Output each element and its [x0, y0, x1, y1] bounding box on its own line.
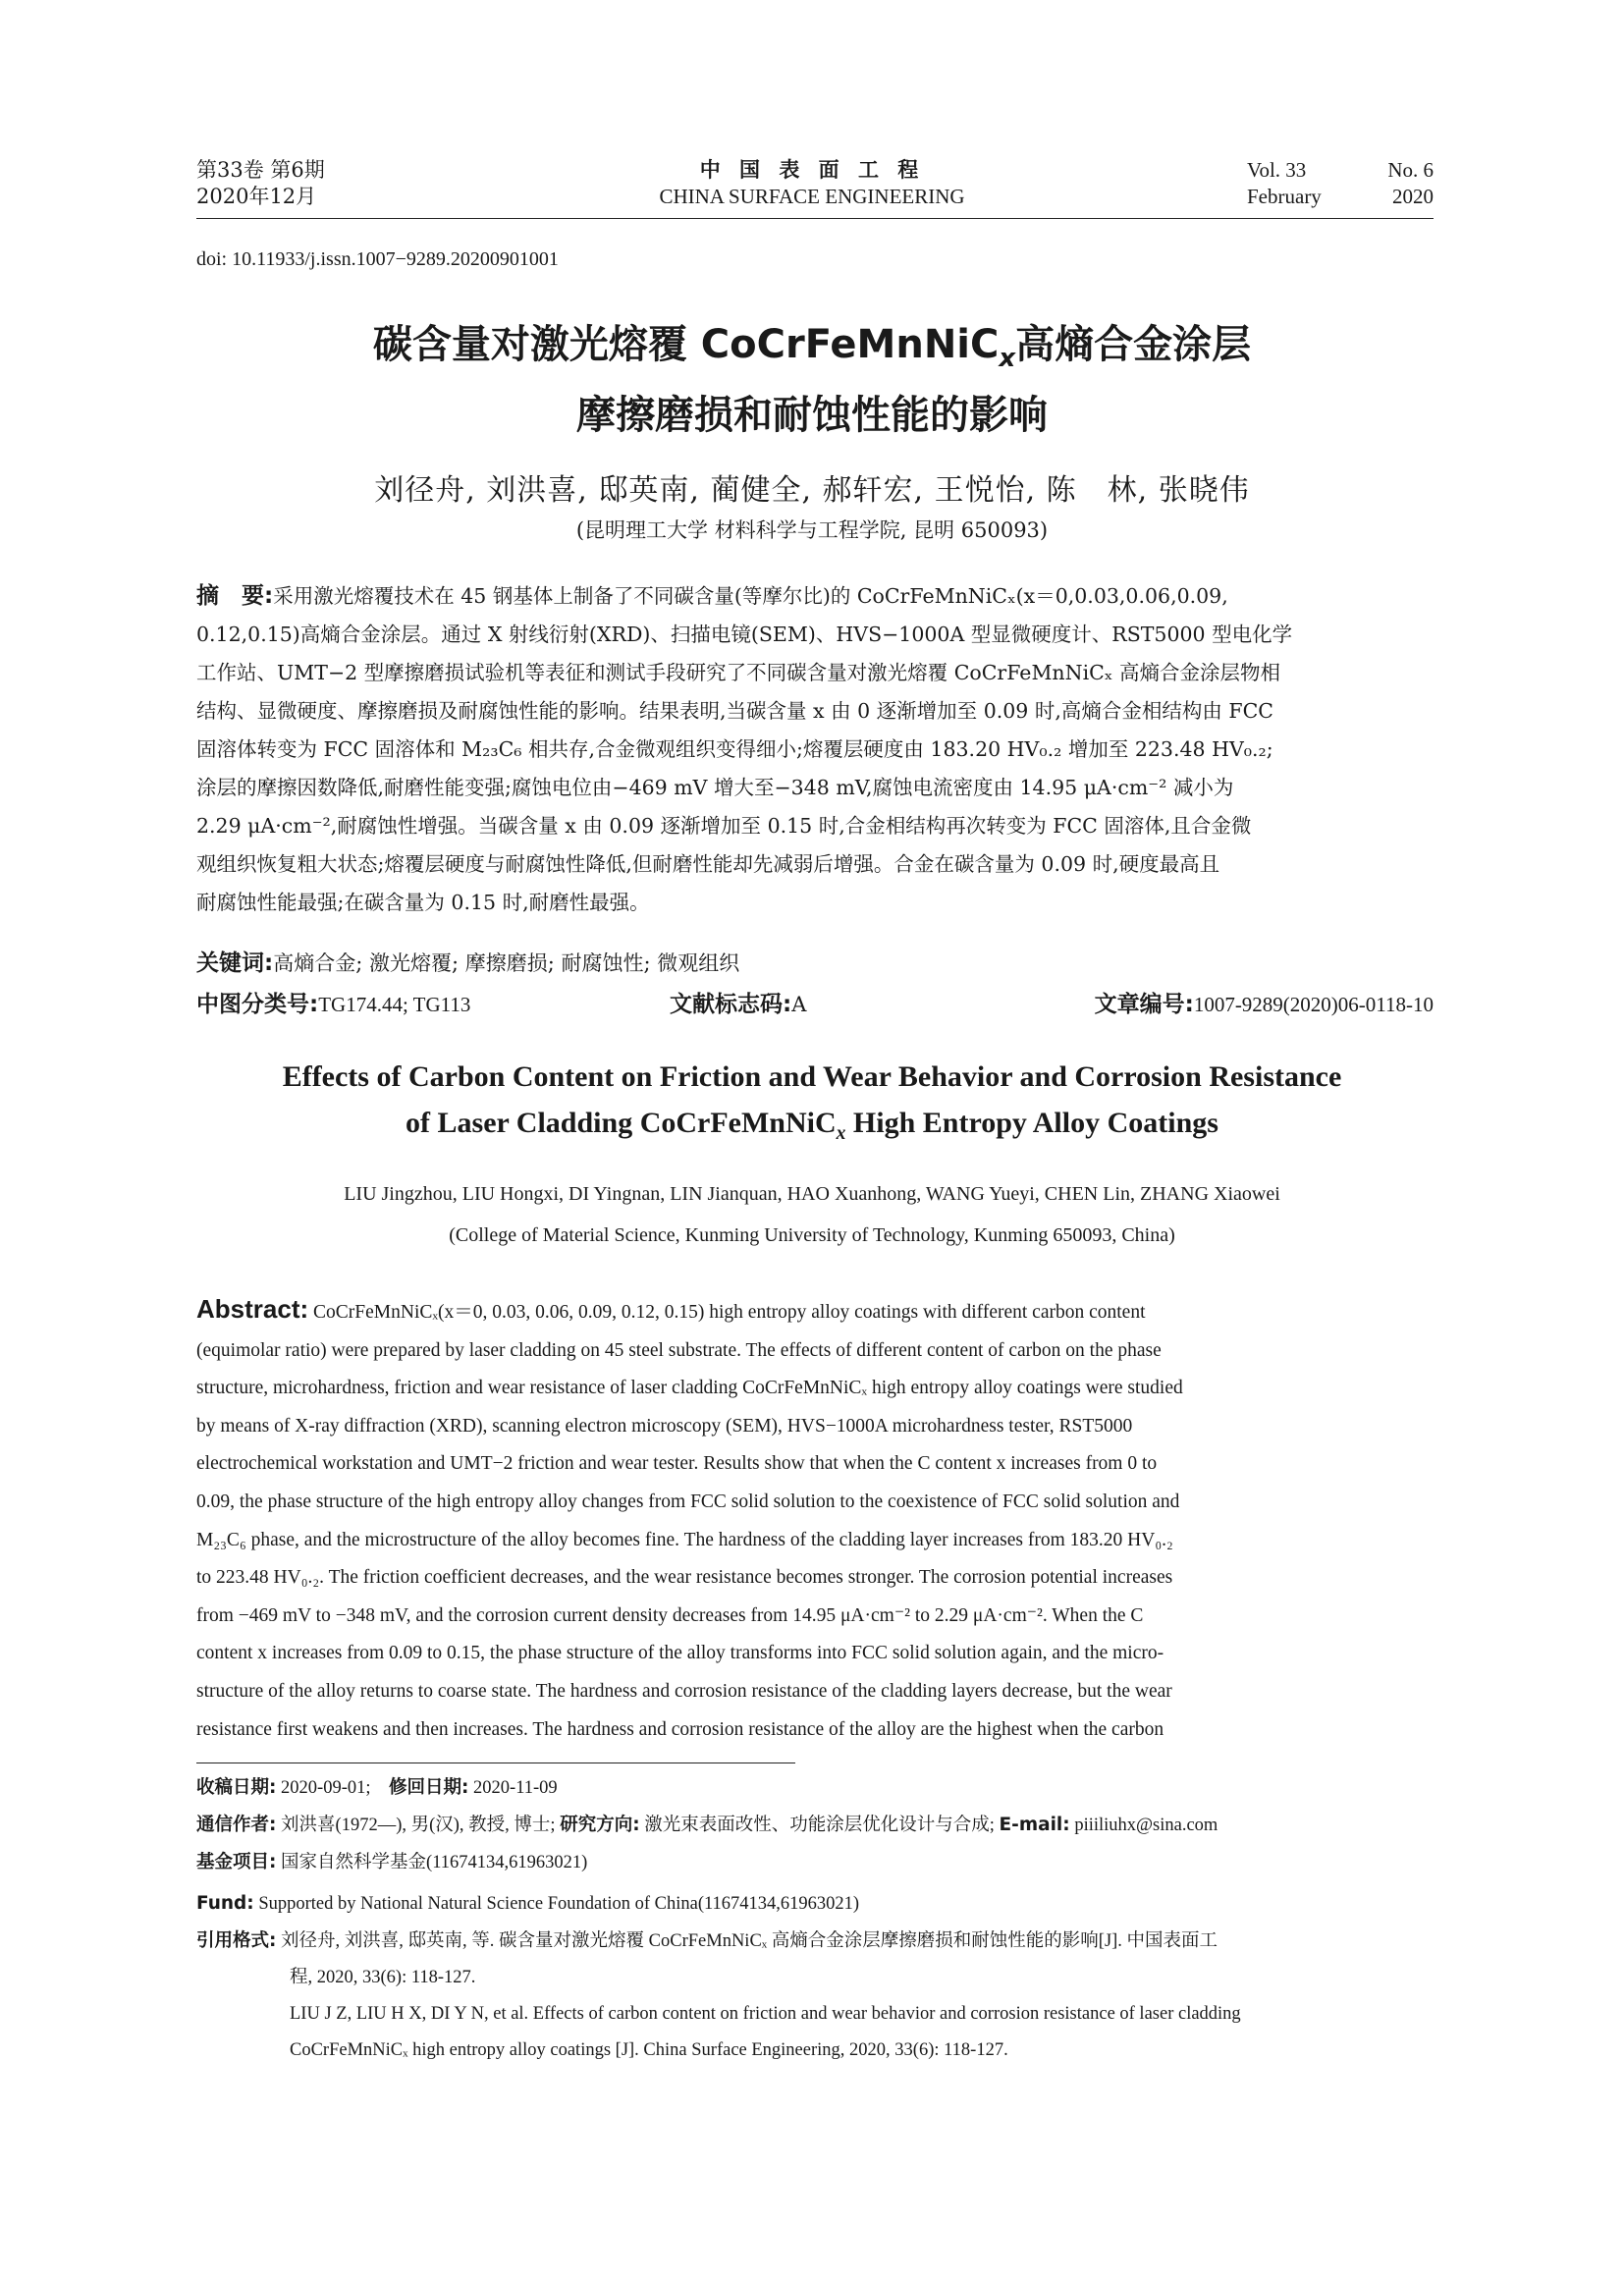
abstract-cn-line: 0.12,0.15)高熵合金涂层。通过 X 射线衍射(XRD)、扫描电镜(SEM)、HVS−1000A 型显微硬度计、RST5000 型电化学 [196, 623, 1293, 646]
doc-code-label: 文献标志码: [670, 992, 792, 1017]
affiliation-cn: (昆明理工大学 材料科学与工程学院, 昆明 650093) [575, 518, 1049, 542]
doi: doi: 10.11933/j.issn.1007−9289.20200901001 [196, 248, 559, 270]
abstract-cn-line: 工作站、UMT−2 型摩擦磨损试验机等表征和测试手段研究了不同碳含量对激光熔覆 CoCrFeMnNiCₓ 高熵合金涂层物相 [196, 661, 1281, 684]
abstract-cn-line [196, 577, 1434, 616]
vol-number: Vol. 33 [1247, 158, 1307, 182]
title-en-line1: Effects of Carbon Content on Friction and Wear Behavior and Corrosion Resistance [282, 1060, 1342, 1093]
abstract-en-line: (equimolar ratio) were prepared by laser cladding on 45 steel substrate. The effects of different content of carbon on the phase [196, 1339, 1162, 1361]
citation-en-line1: LIU J Z, LIU H X, DI Y N, et al. Effects of carbon content on friction and wear behavior and corrosion resistance of laser cladding [290, 2004, 1241, 2024]
authors-cn: 刘径舟, 刘洪喜, 邸英南, 蔺健全, 郝轩宏, 王悦怡, 陈 林, 张晓伟 [374, 473, 1250, 508]
clc [196, 993, 470, 1016]
abstract-en-line: structure, microhardness, friction and wear resistance of laser cladding CoCrFeMnNiCₓ high entropy alloy coatings were studied [196, 1378, 1183, 1399]
keywords-cn [196, 945, 739, 977]
received-date: 2020-09-01; [281, 1778, 371, 1798]
abstract-cn-line: 2.29 μA·cm⁻²,耐腐蚀性增强。当碳含量 x 由 0.09 逐渐增加至 0.15 时,合金相结构再次转变为 FCC 固溶体,且合金微 [196, 814, 1252, 838]
pub-month: February [1247, 185, 1322, 208]
email-label: E-mail: [999, 1815, 1070, 1835]
abstract-cn-line: 观组织恢复粗大状态;熔覆层硬度与耐腐蚀性降低,但耐磨性能却先减弱后增强。合金在碳含量为 0.09 时,硬度最高且 [196, 852, 1220, 876]
abstract-en [196, 1290, 1434, 1749]
clc-value: TG174.44; TG113 [318, 993, 471, 1016]
article-number [1095, 986, 1434, 1018]
keywords-label: 关键词: [196, 950, 274, 976]
title-en-line2 [0, 1100, 1624, 1157]
title-cn-suffix: 高熵合金涂层 [1015, 322, 1252, 367]
abstract-en-line: structure of the alloy returns to coarse state. The hardness and corrosion resistance of the cladding layers decrease, but the wear [196, 1680, 1172, 1702]
title-en-sub: x [836, 1123, 846, 1144]
abstract-en-text: CoCrFeMnNiCₓ(x＝0, 0.03, 0.06, 0.09, 0.12, 0.15) high entropy alloy coatings with different carbon content [313, 1302, 1146, 1323]
abstract-cn-text: 采用激光熔覆技术在 45 钢基体上制备了不同碳含量(等摩尔比)的 CoCrFeMnNiCₓ(x＝0,0.03,0.06,0.09, [273, 584, 1228, 608]
corr-value: 刘洪喜(1972—), 男(汉), 教授, 博士; [281, 1816, 556, 1835]
pub-year: 2020 [1392, 185, 1434, 208]
abstract-cn-line: 结构、显微硬度、摩擦磨损及耐腐蚀性能的影响。结果表明,当碳含量 x 由 0 逐渐增加至 0.09 时,高熵合金相结构由 FCC [196, 699, 1273, 723]
doc-code-value: A [791, 993, 807, 1016]
affiliation-en: (College of Material Science, Kunming University of Technology, Kunming 650093, China) [449, 1224, 1175, 1246]
month-year-row [1247, 184, 1434, 210]
journal-volume [1247, 157, 1434, 210]
keywords-text: 高熵合金; 激光熔覆; 摩擦磨损; 耐腐蚀性; 微观组织 [273, 951, 740, 975]
vol-no-row [1247, 157, 1434, 184]
corr-label: 通信作者: [196, 1815, 277, 1835]
abstract-en-line [196, 1290, 1434, 1332]
footnotes [196, 1769, 1434, 2069]
abstract-en-line: content x increases from 0.09 to 0.15, the phase structure of the alloy transforms into FCC solid solution again, and the micro- [196, 1643, 1164, 1664]
abstract-en-line: to 223.48 HV₀.₂. The friction coefficient decreases, and the wear resistance becomes stronger. The corrosion potential increases [196, 1567, 1173, 1589]
fund-cn-label: 基金项目: [196, 1852, 277, 1872]
title-cn-prefix: 碳含量对激光熔覆 CoCrFeMnNiC [372, 322, 1000, 367]
correspondence-line [196, 1807, 1434, 1844]
citation-cn-line1 [196, 1923, 1434, 1960]
cite-label: 引用格式: [196, 1930, 277, 1951]
title-en [0, 1054, 1624, 1157]
header-rule [196, 218, 1434, 219]
abstract-cn-label: 摘 要: [196, 583, 274, 609]
title-cn-line2: 摩擦磨损和耐蚀性能的影响 [576, 393, 1048, 438]
issue-number: No. 6 [1387, 158, 1434, 182]
journal-name [616, 157, 1008, 210]
research-label: 研究方向: [560, 1815, 640, 1835]
abstract-cn-line: 固溶体转变为 FCC 固溶体和 M₂₃C₆ 相共存,合金微观组织变得细小;熔覆层硬度由 183.20 HV₀.₂ 增加至 223.48 HV₀.₂; [196, 737, 1273, 761]
email-value: piiiliuhx@sina.com [1074, 1816, 1218, 1835]
abstract-en-line: from −469 mV to −348 mV, and the corrosion current density decreases from 14.95 μA·cm⁻² to 2.29 μA·cm⁻². When the C [196, 1604, 1144, 1626]
fund-en-label: Fund: [196, 1893, 254, 1914]
authors-en: LIU Jingzhou, LIU Hongxi, DI Yingnan, LIN Jianquan, HAO Xuanhong, WANG Yueyi, CHEN Lin, ZHANG Xiaowei [344, 1183, 1280, 1205]
title-en-suffix: High Entropy Alloy Coatings [845, 1107, 1218, 1139]
abstract-en-line: resistance first weakens and then increases. The hardness and corrosion resistance of the alloy are the highest when the carbon [196, 1718, 1164, 1740]
abstract-en-line: electrochemical workstation and UMT−2 friction and wear tester. Results show that when the C content x increases from 0 to [196, 1453, 1158, 1475]
abstract-en-line: 0.09, the phase structure of the high entropy alloy changes from FCC solid solution to the coexistence of FCC solid solution and [196, 1491, 1180, 1512]
journal-name-en: CHINA SURFACE ENGINEERING [659, 185, 965, 208]
clc-label: 中图分类号: [196, 992, 319, 1017]
fund-cn-line [196, 1844, 1434, 1881]
issue-date: 2020年12月 [196, 185, 317, 208]
received-label: 收稿日期: [196, 1777, 277, 1798]
classification-row [196, 986, 1434, 1018]
citation-cn-line2: 程, 2020, 33(6): 118-127. [290, 1968, 476, 1987]
research-value: 激光束表面改性、功能涂层优化设计与合成; [644, 1816, 995, 1835]
abstract-cn [196, 577, 1434, 922]
abstract-en-label: Abstract: [196, 1294, 309, 1324]
title-cn [0, 316, 1624, 444]
title-en-prefix: of Laser Cladding CoCrFeMnNiC [406, 1107, 837, 1139]
dates-line [196, 1769, 1434, 1807]
doc-code [670, 986, 806, 1018]
abstract-cn-line: 耐腐蚀性能最强;在碳含量为 0.15 时,耐磨性最强。 [196, 891, 650, 914]
fund-en-line [196, 1885, 1434, 1923]
title-cn-sub: x [999, 344, 1016, 373]
abstract-en-line: M₂₃C₆ phase, and the microstructure of the alloy becomes fine. The hardness of the cladding layer increases from 183.20 HV₀.₂ [196, 1529, 1173, 1550]
abstract-en-line: by means of X-ray diffraction (XRD), scanning electron microscopy (SEM), HVS−1000A microhardness tester, RST5000 [196, 1415, 1133, 1437]
journal-issue-cn [196, 157, 325, 210]
fund-cn-value: 国家自然科学基金(11674134,61963021) [281, 1853, 588, 1872]
journal-name-cn: 中 国 表 面 工 程 [699, 158, 925, 182]
revised-label: 修回日期: [389, 1777, 469, 1798]
revised-date: 2020-11-09 [473, 1778, 558, 1798]
fund-en-value: Supported by National Natural Science Foundation of China(11674134,61963021) [258, 1894, 860, 1914]
article-number-value: 1007-9289(2020)06-0118-10 [1193, 993, 1434, 1016]
citation-en-line2: CoCrFeMnNiCₓ high entropy alloy coatings [J]. China Surface Engineering, 2020, 33(6): 118-127. [290, 2040, 1008, 2060]
abstract-cn-line: 涂层的摩擦因数降低,耐磨性能变强;腐蚀电位由−469 mV 增大至−348 mV,腐蚀电流密度由 14.95 μA·cm⁻² 减小为 [196, 776, 1234, 799]
cite-cn-1: 刘径舟, 刘洪喜, 邸英南, 等. 碳含量对激光熔覆 CoCrFeMnNiCₓ 高熵合金涂层摩擦磨损和耐蚀性能的影响[J]. 中国表面工 [281, 1931, 1218, 1951]
title-cn-line1 [0, 316, 1624, 387]
issue-line: 第33卷 第6期 [196, 158, 325, 182]
article-number-label: 文章编号: [1094, 992, 1194, 1017]
